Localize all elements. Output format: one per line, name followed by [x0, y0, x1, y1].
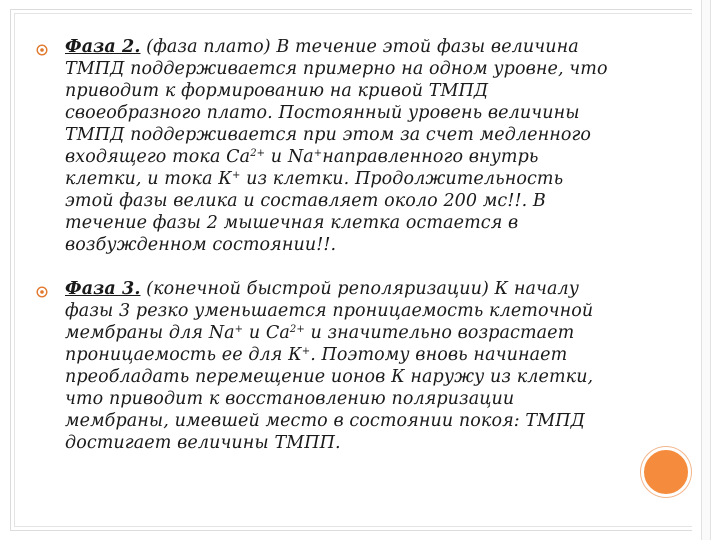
target-bullet-icon [36, 44, 48, 56]
phase-2-heading: Фаза 2. [65, 37, 141, 57]
right-decorative-bar [692, 0, 720, 540]
phase-3-heading: Фаза 3. [65, 279, 141, 299]
orange-circle-icon [641, 447, 691, 497]
phase-2-text: Фаза 2. (фаза плато) В течение этой фазы величина ТМПД поддерживается примерно на одном уровне, что приводит к формированию на кривой ТМПД своеобразного плато. Постоянный уровень величины ТМПД поддерживается при этом за счет медленного входящего тока $Ca^{2+}$ и Na+направленного внутрь клетки, и тока К+ из клетки. Продолжительность этой фазы велика и составляет около 200 мс!!. В течение фазы 2 мышечная клетка остается в возбужденном состоянии!!. [65, 37, 608, 255]
target-bullet-icon [36, 286, 48, 298]
phase-3-text: Фаза 3. (конечной быстрой реполяризации) К началу фазы 3 резко уменьшается проницаемость клеточной мембраны для Na+ и $Ca^{2+}$ и значительно возрастает проницаемость ее для К+. Поэтому вновь начинает преобладать перемещение ионов К наружу из клетки, что приводит к восстановлению поляризации мембраны, имевшей место в состоянии покоя: ТМПД достигает величины ТМПП. [65, 279, 594, 453]
right-stripe [701, 0, 711, 540]
